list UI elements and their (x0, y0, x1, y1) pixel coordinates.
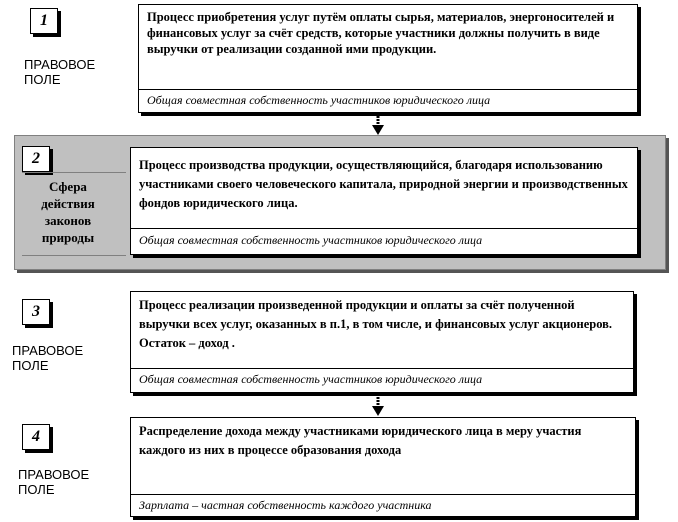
stage-4-process-text: Распределение дохода между участниками юридического лица в меру участия каждого из них в процессе образования дохода (139, 424, 582, 457)
stage-2-divider (131, 228, 637, 229)
stage-1-number: 1 (30, 8, 58, 34)
stage-2-number: 2 (22, 146, 50, 172)
stage-1-ownership-text: Общая совместная собственность участников юридического лица (147, 93, 491, 107)
stage-2-process-text: Процесс производства продукции, осуществляющийся, благодаря использованию участниками своего человеческого капитала, природной энергии и производственных фондов юридического лица. (139, 158, 628, 210)
down-arrow-icon (371, 113, 385, 137)
stage-4-divider (131, 494, 635, 495)
stage-2-side-divider-top (22, 172, 126, 173)
stage-3-process-text: Процесс реализации произведенной продукции и оплаты за счёт полученной выручки всех услуг, оказанных в п.1, в том числе, и финансовых услуг акционеров. Остаток – доход . (139, 298, 613, 350)
stage-1-process-text: Процесс приобретения услуг путём оплаты сырья, материалов, энергоносителей и финансовых услуг за счёт средств, которые участники должны получить в виде выручки от реализации созданной ими продукции. (147, 10, 615, 56)
stage-4-number: 4 (22, 424, 50, 450)
stage-4-box (130, 417, 636, 517)
stage-4-side-label: ПРАВОВОЕ ПОЛЕ (18, 467, 90, 497)
stage-3-divider (131, 368, 633, 369)
stage-1-side-label: ПРАВОВОЕ ПОЛЕ (24, 57, 96, 87)
stage-3-number: 3 (22, 299, 50, 325)
stage-2-side-divider-bottom (22, 255, 126, 256)
stage-1-divider (139, 89, 637, 90)
stage-1-box (138, 4, 638, 113)
stage-2-box (130, 147, 638, 255)
stage-4-ownership-text: Зарплата – частная собственность каждого участника (139, 498, 432, 512)
stage-2-ownership-text: Общая совместная собственность участников юридического лица (139, 233, 483, 247)
stage-3-ownership-text: Общая совместная собственность участников юридического лица (139, 372, 483, 386)
stage-3-side-label: ПРАВОВОЕ ПОЛЕ (12, 343, 84, 373)
stage-2-side-label: Сфера действия законов природы (41, 179, 95, 245)
stage-3-box (130, 291, 634, 393)
down-arrow-icon (371, 394, 385, 418)
